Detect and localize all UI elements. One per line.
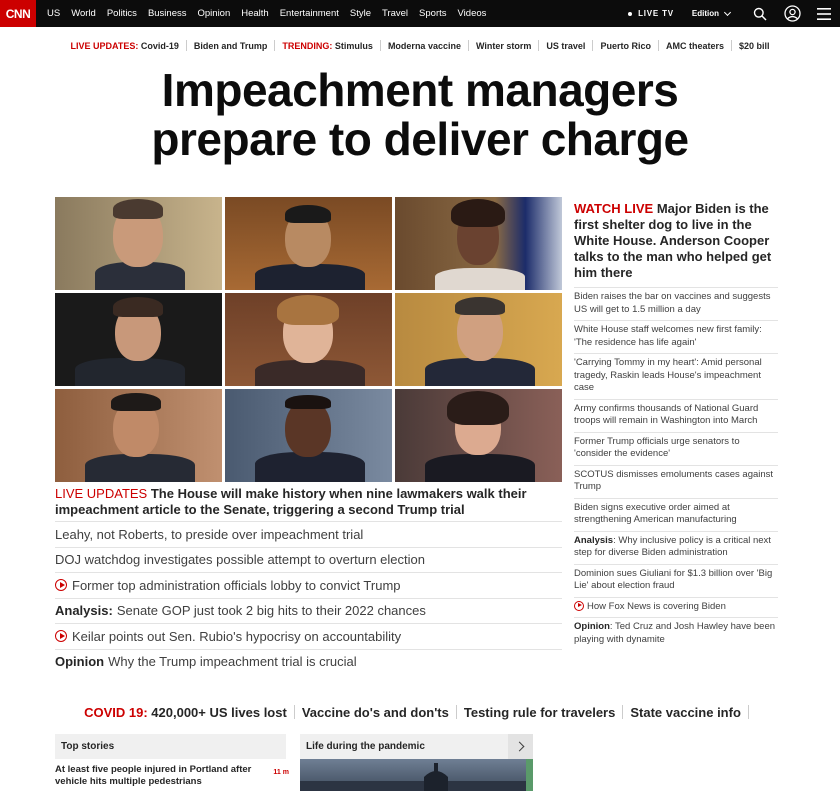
watch-live-story[interactable] bbox=[574, 201, 778, 287]
divider bbox=[468, 40, 469, 51]
side-story-text: : Ted Cruz and Josh Hawley have been playing with dynamite bbox=[574, 621, 776, 645]
live-tv-label: LIVE TV bbox=[638, 9, 674, 18]
covid-stat-link[interactable]: 420,000+ US lives lost bbox=[151, 704, 287, 720]
edition-dropdown[interactable] bbox=[692, 9, 730, 18]
nav-link-style[interactable]: Style bbox=[349, 8, 371, 19]
side-story-text: Dominion sues Giuliani for $1.3 billion over 'Big Lie' about election fraud bbox=[574, 567, 773, 591]
story-link[interactable] bbox=[55, 547, 562, 573]
story-text: Former top administration officials lobby to convict Trump bbox=[72, 577, 401, 593]
divider bbox=[748, 705, 749, 719]
edition-label: Edition bbox=[691, 9, 719, 18]
trending-link[interactable]: US travel bbox=[546, 40, 586, 51]
divider bbox=[380, 40, 381, 51]
nav-link-business[interactable]: Business bbox=[147, 8, 187, 19]
photo-tile bbox=[395, 197, 562, 290]
analysis-label: Analysis bbox=[574, 534, 614, 546]
trending-link-biden-trump[interactable]: Biden and Trump bbox=[193, 40, 268, 51]
opinion-label: Opinion bbox=[574, 621, 610, 632]
nav-link-travel[interactable]: Travel bbox=[382, 8, 409, 19]
divider bbox=[456, 705, 457, 719]
story-text: Leahy, not Roberts, to preside over impeachment trial bbox=[55, 526, 364, 542]
user-icon bbox=[784, 5, 801, 22]
photo-tile bbox=[55, 389, 222, 482]
side-story-link[interactable] bbox=[574, 432, 778, 465]
divider bbox=[274, 40, 275, 51]
main-headline[interactable] bbox=[0, 66, 840, 164]
nav-link-health[interactable]: Health bbox=[241, 8, 269, 19]
photo-tile bbox=[55, 197, 222, 290]
headline-line-1: Impeachment managers bbox=[161, 64, 679, 116]
search-icon bbox=[753, 7, 767, 21]
cnn-logo[interactable]: CNN bbox=[0, 0, 36, 27]
divider bbox=[294, 705, 295, 719]
play-video-icon bbox=[55, 630, 67, 642]
hamburger-menu-icon bbox=[817, 8, 831, 20]
lead-story[interactable] bbox=[55, 486, 562, 518]
play-video-icon bbox=[574, 601, 584, 611]
story-link[interactable] bbox=[55, 572, 562, 598]
story-text: Keilar points out Sen. Rubio's hypocrisy on accountability bbox=[72, 628, 402, 644]
pandemic-title: Life during the pandemic bbox=[306, 741, 425, 752]
nav-link-opinion[interactable]: Opinion bbox=[197, 8, 231, 19]
story-list bbox=[55, 521, 562, 674]
headline-line-2: prepare to deliver charge bbox=[151, 113, 689, 165]
side-story-link[interactable] bbox=[574, 617, 778, 650]
next-button[interactable] bbox=[508, 734, 533, 759]
story-link[interactable] bbox=[55, 521, 562, 547]
trending-link[interactable]: AMC theaters bbox=[665, 40, 724, 51]
opinion-label: Opinion bbox=[55, 654, 105, 670]
side-story-link[interactable] bbox=[574, 498, 778, 531]
side-story-text: Former Trump officials urge senators to 'consider the evidence' bbox=[574, 435, 740, 459]
divider bbox=[592, 40, 593, 51]
nav-link-entertainment[interactable]: Entertainment bbox=[279, 8, 339, 19]
side-story-text: 'Carrying Tommy in my heart': Amid personal tragedy, Raskin leads House's impeachment case bbox=[574, 357, 762, 393]
trending-bar bbox=[0, 27, 840, 64]
top-nav bbox=[0, 0, 840, 27]
side-story-link[interactable] bbox=[574, 531, 778, 564]
side-story-link[interactable] bbox=[574, 564, 778, 597]
photo-tile bbox=[225, 389, 392, 482]
side-story-link[interactable] bbox=[574, 353, 778, 399]
watch-live-text: Major Biden is the first shelter dog to live in the White House. Anderson Cooper talks to the man who helped get him there bbox=[574, 201, 772, 280]
trending-link[interactable]: Winter storm bbox=[475, 40, 532, 51]
nav-right bbox=[628, 0, 840, 27]
lead-story-text: The House will make history when nine lawmakers walk their impeachment article to the Senate, triggering a second Trump trial bbox=[55, 486, 527, 517]
covid-link[interactable]: State vaccine info bbox=[630, 704, 741, 720]
right-column bbox=[574, 201, 778, 650]
story-text: Senate GOP just took 2 big hits to their 2022 chances bbox=[116, 603, 426, 619]
live-tv-link[interactable] bbox=[628, 9, 674, 18]
nav-link-world[interactable]: World bbox=[71, 8, 96, 19]
nav-links bbox=[47, 8, 497, 19]
trending-link-stimulus[interactable]: Stimulus bbox=[334, 40, 373, 51]
divider bbox=[622, 705, 623, 719]
capitol-dome-image bbox=[300, 759, 533, 791]
top-story-text: At least five people injured in Portland after vehicle hits multiple pedestrians bbox=[55, 764, 252, 787]
chevron-down-icon bbox=[724, 8, 731, 15]
trending-label: TRENDING: bbox=[282, 40, 333, 51]
divider bbox=[538, 40, 539, 51]
side-story-link[interactable] bbox=[574, 465, 778, 498]
watch-live-tag: WATCH LIVE bbox=[574, 201, 654, 216]
search-button[interactable] bbox=[744, 0, 776, 27]
pandemic-image[interactable] bbox=[300, 759, 533, 791]
nav-link-videos[interactable]: Videos bbox=[457, 8, 487, 19]
trending-link[interactable]: Puerto Rico bbox=[600, 40, 651, 51]
play-video-icon bbox=[55, 579, 67, 591]
divider bbox=[658, 40, 659, 51]
covid-link[interactable]: Vaccine do's and don'ts bbox=[301, 704, 449, 720]
live-updates-tag: LIVE UPDATES bbox=[55, 486, 148, 501]
covid-link[interactable]: Testing rule for travelers bbox=[463, 704, 616, 720]
side-story-text: Army confirms thousands of National Guard troops will remain in Washington into March bbox=[574, 402, 759, 426]
side-story-text: : Why inclusive policy is a critical next step for diverse Biden administration bbox=[574, 534, 771, 558]
photo-tile bbox=[55, 293, 222, 386]
chevron-right-icon bbox=[514, 742, 524, 752]
top-story-link[interactable] bbox=[55, 764, 289, 788]
photo-tile bbox=[395, 293, 562, 386]
photo-grid[interactable] bbox=[55, 197, 562, 482]
story-link[interactable] bbox=[55, 598, 562, 624]
side-story-link[interactable] bbox=[574, 399, 778, 432]
trending-link[interactable]: $20 bill bbox=[738, 40, 770, 51]
story-link[interactable] bbox=[55, 623, 562, 649]
nav-link-us[interactable]: US bbox=[47, 8, 61, 19]
nav-link-politics[interactable]: Politics bbox=[106, 8, 137, 19]
side-story-link[interactable] bbox=[574, 597, 778, 618]
story-text: Why the Trump impeachment trial is crucial bbox=[108, 654, 357, 670]
photo-tile bbox=[395, 389, 562, 482]
covid-bar bbox=[0, 702, 840, 722]
side-story-text: White House staff welcomes new first family: 'The residence has life again' bbox=[574, 324, 762, 348]
trending-link[interactable]: Moderna vaccine bbox=[387, 40, 461, 51]
covid-label: COVID 19: bbox=[84, 704, 148, 720]
account-button[interactable] bbox=[776, 0, 808, 27]
nav-link-sports[interactable]: Sports bbox=[419, 8, 447, 19]
side-story-link[interactable] bbox=[574, 320, 778, 353]
photo-tile bbox=[225, 197, 392, 290]
pandemic-header bbox=[300, 734, 533, 759]
side-story-text: Biden signs executive order aimed at strengthening American manufacturing bbox=[574, 501, 737, 525]
side-story-text: Biden raises the bar on vaccines and suggests US will get to 1.5 million a day bbox=[574, 291, 771, 315]
live-updates-label: LIVE UPDATES: bbox=[70, 40, 139, 51]
side-story-text: How Fox News is covering Biden bbox=[587, 600, 726, 612]
trending-link-covid[interactable]: Covid-19 bbox=[140, 40, 179, 51]
side-story-text: SCOTUS dismisses emoluments cases against Trump bbox=[574, 468, 774, 492]
story-link[interactable] bbox=[55, 649, 562, 675]
top-stories-header: Top stories bbox=[55, 734, 286, 759]
side-story-link[interactable] bbox=[574, 287, 778, 320]
divider bbox=[186, 40, 187, 51]
top-story-timestamp: 11 m bbox=[273, 769, 289, 776]
live-dot-icon bbox=[628, 12, 632, 16]
divider bbox=[731, 40, 732, 51]
menu-button[interactable] bbox=[808, 0, 840, 27]
story-text: DOJ watchdog investigates possible attempt to overturn election bbox=[55, 552, 425, 568]
analysis-label: Analysis: bbox=[55, 603, 113, 619]
photo-tile bbox=[225, 293, 392, 386]
